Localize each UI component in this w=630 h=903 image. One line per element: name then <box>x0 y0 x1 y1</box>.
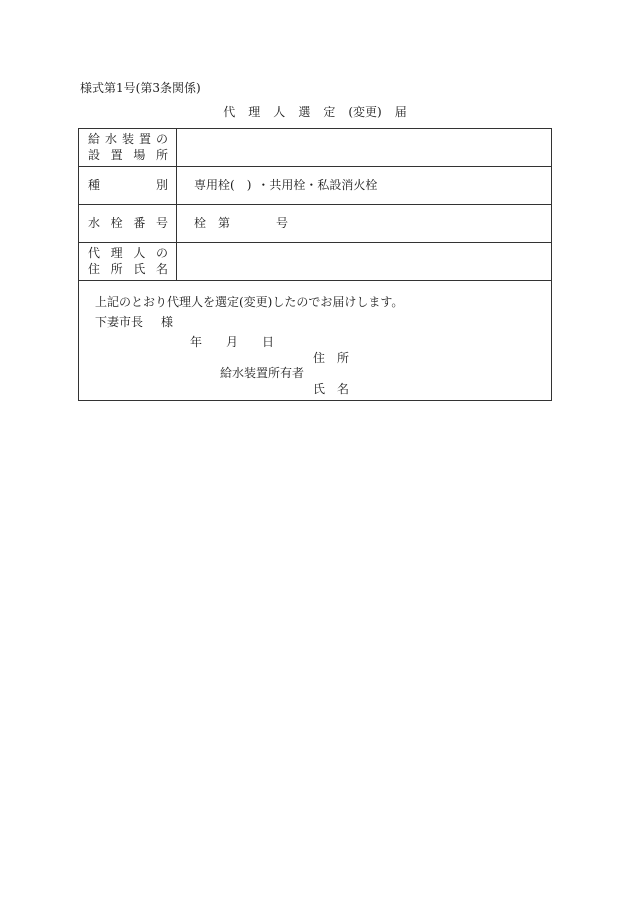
label-char: 設 <box>88 148 101 162</box>
declaration-text: 上記のとおり代理人を選定(変更)したのでお届けします。 <box>95 295 404 309</box>
row-agent-address-name <box>79 243 551 281</box>
owner-name-label <box>313 382 349 396</box>
date-day: 日 <box>262 335 275 349</box>
label-line <box>88 132 168 146</box>
label-char: の <box>155 132 168 146</box>
row-type <box>79 167 551 205</box>
form-number: 様式第1号(第3条関係) <box>80 81 201 95</box>
row-label <box>79 243 177 280</box>
label-line <box>88 246 168 260</box>
label-char: 置 <box>138 132 151 146</box>
title-part: 選 <box>298 105 311 119</box>
label-char: 所 <box>155 148 168 162</box>
label-char: 所 <box>110 262 123 276</box>
title-part: 人 <box>273 105 286 119</box>
title-part: 定 <box>323 105 336 119</box>
label-char: 名 <box>337 382 350 396</box>
addressee <box>95 315 173 329</box>
label-char: 水 <box>88 216 101 230</box>
title-part: 理 <box>248 105 261 119</box>
row-label <box>79 129 177 166</box>
faucet-dai: 第 <box>218 216 231 230</box>
label-char: 住 <box>313 351 326 365</box>
addressee-honorific: 様 <box>161 315 174 329</box>
owner-address-label <box>313 351 349 365</box>
label-char: 栓 <box>110 216 123 230</box>
label-char: 住 <box>88 262 101 276</box>
label-char: 号 <box>155 216 168 230</box>
label-line <box>88 178 168 192</box>
form-table <box>78 128 552 401</box>
label-char: 所 <box>337 351 350 365</box>
label-char: 理 <box>110 246 123 260</box>
label-char: 種 <box>88 178 101 192</box>
faucet-number-field[interactable] <box>194 216 288 230</box>
label-char: 氏 <box>313 382 326 396</box>
faucet-go: 号 <box>276 216 289 230</box>
title-part: (変更) <box>348 105 382 119</box>
label-char: 置 <box>110 148 123 162</box>
title-part: 代 <box>223 105 236 119</box>
label-line <box>88 148 168 162</box>
closing-paren: ) <box>246 178 252 192</box>
other-hydrant-options: ・共用栓・私設消火栓 <box>257 178 378 192</box>
private-hydrant-option: 専用栓( <box>194 178 235 192</box>
label-char: 場 <box>133 148 146 162</box>
label-char: 代 <box>88 246 101 260</box>
date-line[interactable] <box>190 335 274 349</box>
label-char: 名 <box>155 262 168 276</box>
label-char: 装 <box>121 132 134 146</box>
label-char: 別 <box>155 178 168 192</box>
label-line <box>88 262 168 276</box>
date-month: 月 <box>226 335 239 349</box>
label-char: 番 <box>133 216 146 230</box>
label-line <box>88 216 168 230</box>
label-char: 水 <box>104 132 117 146</box>
document-title <box>78 104 552 120</box>
owner-label: 給水装置所有者 <box>220 366 305 380</box>
label-char: 氏 <box>133 262 146 276</box>
row-installation-location <box>79 129 551 167</box>
label-char: 給 <box>88 132 101 146</box>
label-char: 人 <box>133 246 146 260</box>
row-label <box>79 167 177 204</box>
date-year: 年 <box>190 335 203 349</box>
faucet-prefix: 栓 <box>194 216 207 230</box>
label-char: の <box>155 246 168 260</box>
row-faucet-number <box>79 205 551 243</box>
addressee-name: 下妻市長 <box>95 315 144 329</box>
hydrant-type-field[interactable] <box>194 178 377 192</box>
title-part: 届 <box>394 105 407 119</box>
row-label <box>79 205 177 242</box>
declaration-section <box>79 281 551 401</box>
